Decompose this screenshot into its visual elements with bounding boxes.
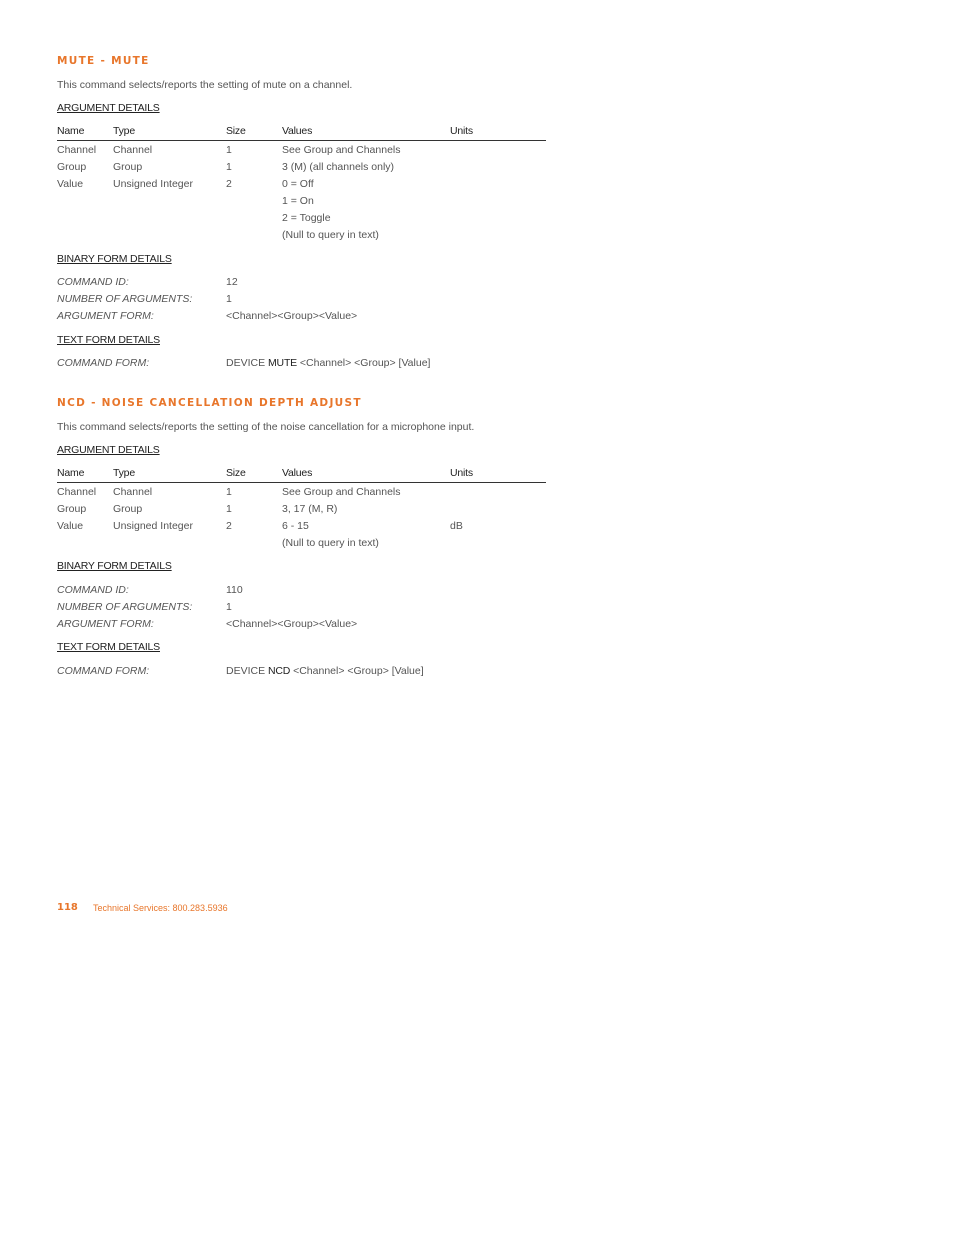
binary-form-heading: BINARY FORM DETAILS [57, 560, 172, 572]
cell-values: 1 = On [282, 195, 314, 207]
cell-values: 2 = Toggle [282, 212, 331, 224]
cell-type: Group [113, 161, 143, 173]
cell-size: 1 [226, 503, 232, 515]
cell-name: Channel [57, 144, 97, 156]
command-id-label: COMMAND ID: [57, 584, 129, 596]
cell-values: See Group and Channels [282, 486, 401, 498]
cell-values: 3 (M) (all channels only) [282, 161, 395, 173]
argument-table-header [57, 125, 546, 141]
num-args-label: NUMBER OF ARGUMENTS: [57, 601, 193, 613]
cell-type: Unsigned Integer [113, 520, 193, 532]
num-args-label: NUMBER OF ARGUMENTS: [57, 293, 193, 305]
argument-details-heading: ARGUMENT DETAILS [57, 102, 160, 114]
col-size-header: Size [226, 125, 246, 137]
cell-size: 1 [226, 144, 232, 156]
page-number: 118 [57, 902, 78, 913]
binary-form-heading: BINARY FORM DETAILS [57, 253, 172, 265]
command-form-value [226, 357, 430, 369]
argument-table-header [57, 467, 546, 483]
arg-form-value: <Channel><Group><Value> [226, 618, 358, 630]
arg-form-label: ARGUMENT FORM: [57, 618, 154, 630]
col-name-header: Name [57, 467, 85, 479]
cell-name: Value [57, 178, 84, 190]
cell-type: Channel [113, 144, 153, 156]
command-form-value [226, 665, 424, 677]
arg-form-value: <Channel><Group><Value> [226, 310, 358, 322]
cell-values: (Null to query in text) [282, 229, 379, 241]
col-units-header: Units [450, 467, 473, 479]
cell-type: Group [113, 503, 143, 515]
command-form-prefix: DEVICE [226, 357, 269, 369]
cell-name: Value [57, 520, 84, 532]
command-form-suffix: <Channel> <Group> [Value] [290, 665, 424, 677]
cell-name: Group [57, 161, 87, 173]
argument-details-heading: ARGUMENT DETAILS [57, 444, 160, 456]
command-keyword: NCD [268, 665, 291, 677]
cell-values: 0 = Off [282, 178, 314, 190]
footer-contact: Technical Services: 800.283.5936 [93, 903, 228, 913]
col-values-header: Values [282, 125, 313, 137]
cell-values: 6 - 15 [282, 520, 309, 532]
cell-values: (Null to query in text) [282, 537, 379, 549]
cell-name: Channel [57, 486, 97, 498]
command-form-suffix: <Channel> <Group> [Value] [296, 357, 431, 369]
num-args-value: 1 [226, 601, 232, 613]
section-title-mute: MUTE - MUTE [57, 55, 150, 67]
cell-type: Channel [113, 486, 153, 498]
col-size-header: Size [226, 467, 246, 479]
cell-name: Group [57, 503, 87, 515]
cell-values: See Group and Channels [282, 144, 401, 156]
col-name-header: Name [57, 125, 85, 137]
cell-size: 1 [226, 486, 232, 498]
section-title-ncd: NCD - NOISE CANCELLATION DEPTH ADJUST [57, 397, 362, 409]
col-values-header: Values [282, 467, 313, 479]
text-form-heading: TEXT FORM DETAILS [57, 641, 160, 653]
col-type-header: Type [113, 467, 135, 479]
cell-size: 2 [226, 520, 232, 532]
num-args-value: 1 [226, 293, 232, 305]
text-form-heading: TEXT FORM DETAILS [57, 334, 160, 346]
arg-form-label: ARGUMENT FORM: [57, 310, 154, 322]
col-units-header: Units [450, 125, 473, 137]
command-id-label: COMMAND ID: [57, 276, 129, 288]
cell-size: 2 [226, 178, 232, 190]
command-keyword: MUTE [268, 357, 297, 369]
cell-units: dB [450, 520, 463, 532]
command-form-label: COMMAND FORM: [57, 357, 150, 369]
command-id-value: 110 [226, 584, 243, 596]
section-description-ncd: This command selects/reports the setting of the noise cancellation for a microphone input. [57, 421, 475, 433]
cell-size: 1 [226, 161, 232, 173]
command-form-label: COMMAND FORM: [57, 665, 150, 677]
command-id-value: 12 [226, 276, 238, 288]
command-form-prefix: DEVICE [226, 665, 269, 677]
col-type-header: Type [113, 125, 135, 137]
section-description-mute: This command selects/reports the setting of mute on a channel. [57, 79, 353, 91]
cell-type: Unsigned Integer [113, 178, 193, 190]
cell-values: 3, 17 (M, R) [282, 503, 338, 515]
